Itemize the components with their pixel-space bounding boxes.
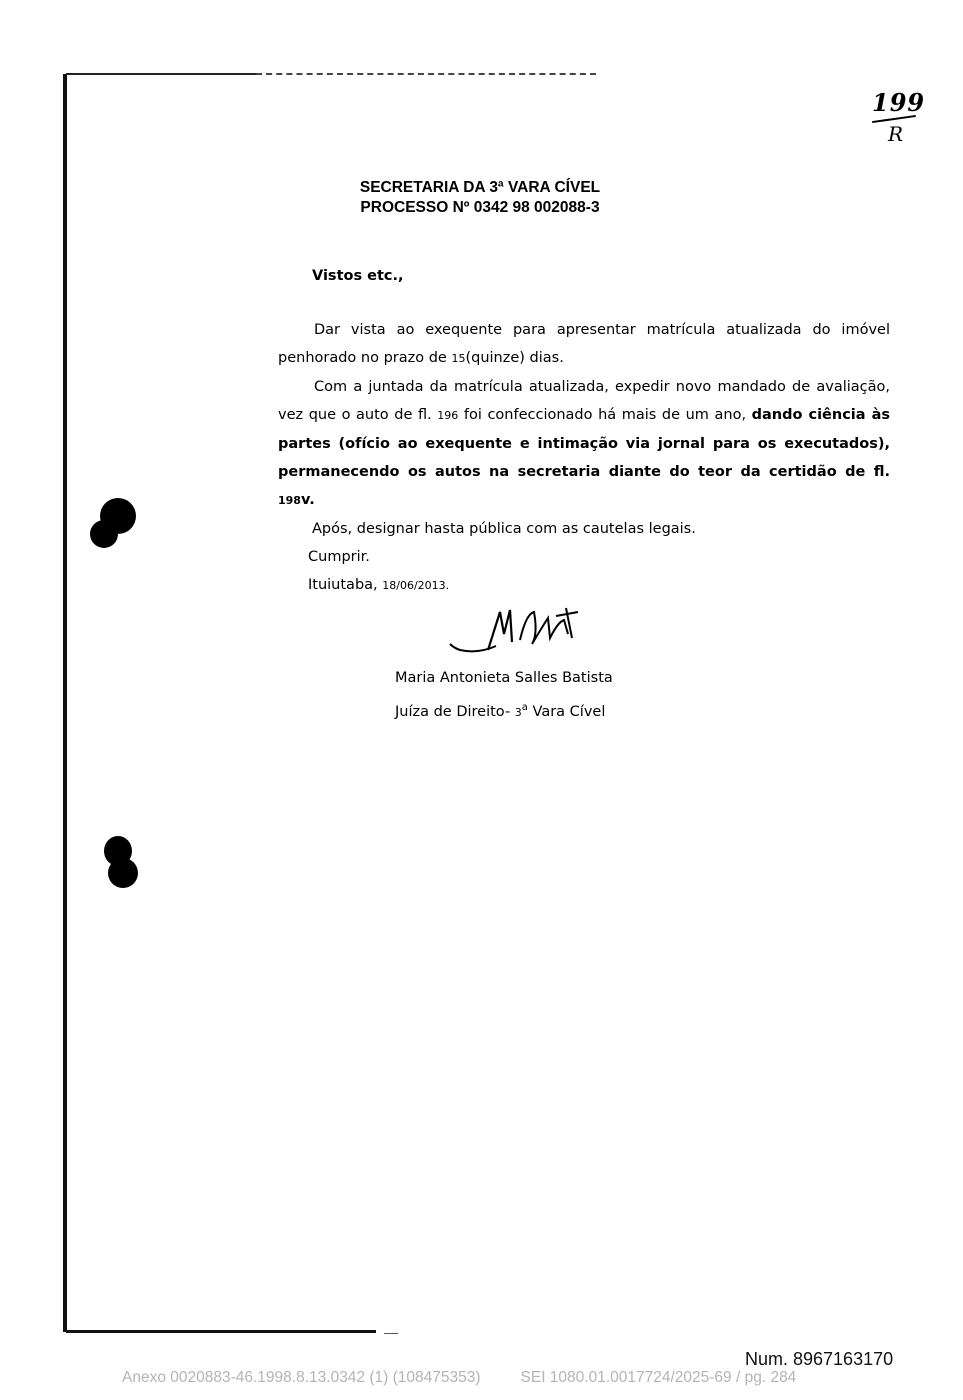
punch-hole-top-small: [90, 520, 118, 548]
header-process: PROCESSO Nº 0342 98 002088-3: [360, 199, 600, 216]
scan-left-edge: [63, 74, 67, 1332]
document-body: [278, 262, 890, 600]
page-number: 199: [872, 88, 926, 117]
paragraph-2-text: Com a juntada da matrícula atualizada, expedir novo mandado de avaliação, vez que o auto de fl.: [278, 379, 890, 423]
scan-bottom-edge: [66, 1330, 376, 1333]
scan-bottom-dash: [384, 1333, 398, 1334]
paragraph-2-number: 196: [437, 409, 459, 422]
punch-hole-bottom-small: [108, 858, 138, 888]
salutation: Vistos etc.,: [312, 268, 404, 284]
date-value: 18/06/2013.: [382, 579, 450, 592]
signer-title-number: 3: [514, 705, 522, 719]
paragraph-1-text-end: (quinze) dias.: [465, 350, 564, 366]
footer-right: SEI 1080.01.0017724/2025-69 / pg. 284: [520, 1369, 797, 1386]
date-line: [308, 571, 890, 600]
paragraph-2: [278, 373, 890, 515]
paragraph-2-bold-number: 198: [278, 494, 301, 507]
paragraph-2-bold-end: v.: [300, 492, 315, 508]
document-number: Num. 8967163170: [745, 1349, 894, 1369]
paragraph-3: Após, designar hasta pública com as cautelas legais.: [312, 521, 696, 537]
paragraph-2-bold: dando ciência às partes (ofício ao exequente e intimação via jornal para os executados), permanecendo os autos na secretaria diante do teor da certidão de fl.: [278, 407, 890, 480]
signer-name: Maria Antonieta Salles Batista: [395, 670, 613, 686]
paragraph-1-number: 15: [451, 352, 466, 365]
date-place: Ituiutaba,: [308, 577, 383, 593]
handwritten-signature: [448, 604, 588, 660]
signer-title-sup: a: [521, 702, 528, 713]
signer-title: [395, 693, 613, 727]
document-header: [280, 178, 680, 218]
footer: [122, 1369, 842, 1387]
scan-top-edge: [66, 73, 256, 75]
header-court: SECRETARIA DA 3ª VARA CÍVEL: [359, 179, 601, 196]
scan-top-dashes: [256, 73, 596, 75]
page-letter: R: [888, 122, 904, 146]
footer-left: Anexo 0020883-46.1998.8.13.0342 (1) (108475353): [122, 1369, 481, 1386]
signer-block: [395, 664, 613, 727]
closing: Cumprir.: [308, 549, 370, 565]
paragraph-1-text: Dar vista ao exequente para apresentar matrícula atualizada do imóvel penhorado no prazo de: [278, 322, 890, 366]
signer-title-prefix: Juíza de Direito-: [395, 703, 515, 720]
signer-title-suffix: Vara Cível: [527, 703, 606, 720]
paragraph-1: [278, 316, 890, 373]
paragraph-2-text-mid: foi confeccionado há mais de um ano,: [458, 407, 752, 423]
handwritten-page-number: [870, 88, 926, 158]
